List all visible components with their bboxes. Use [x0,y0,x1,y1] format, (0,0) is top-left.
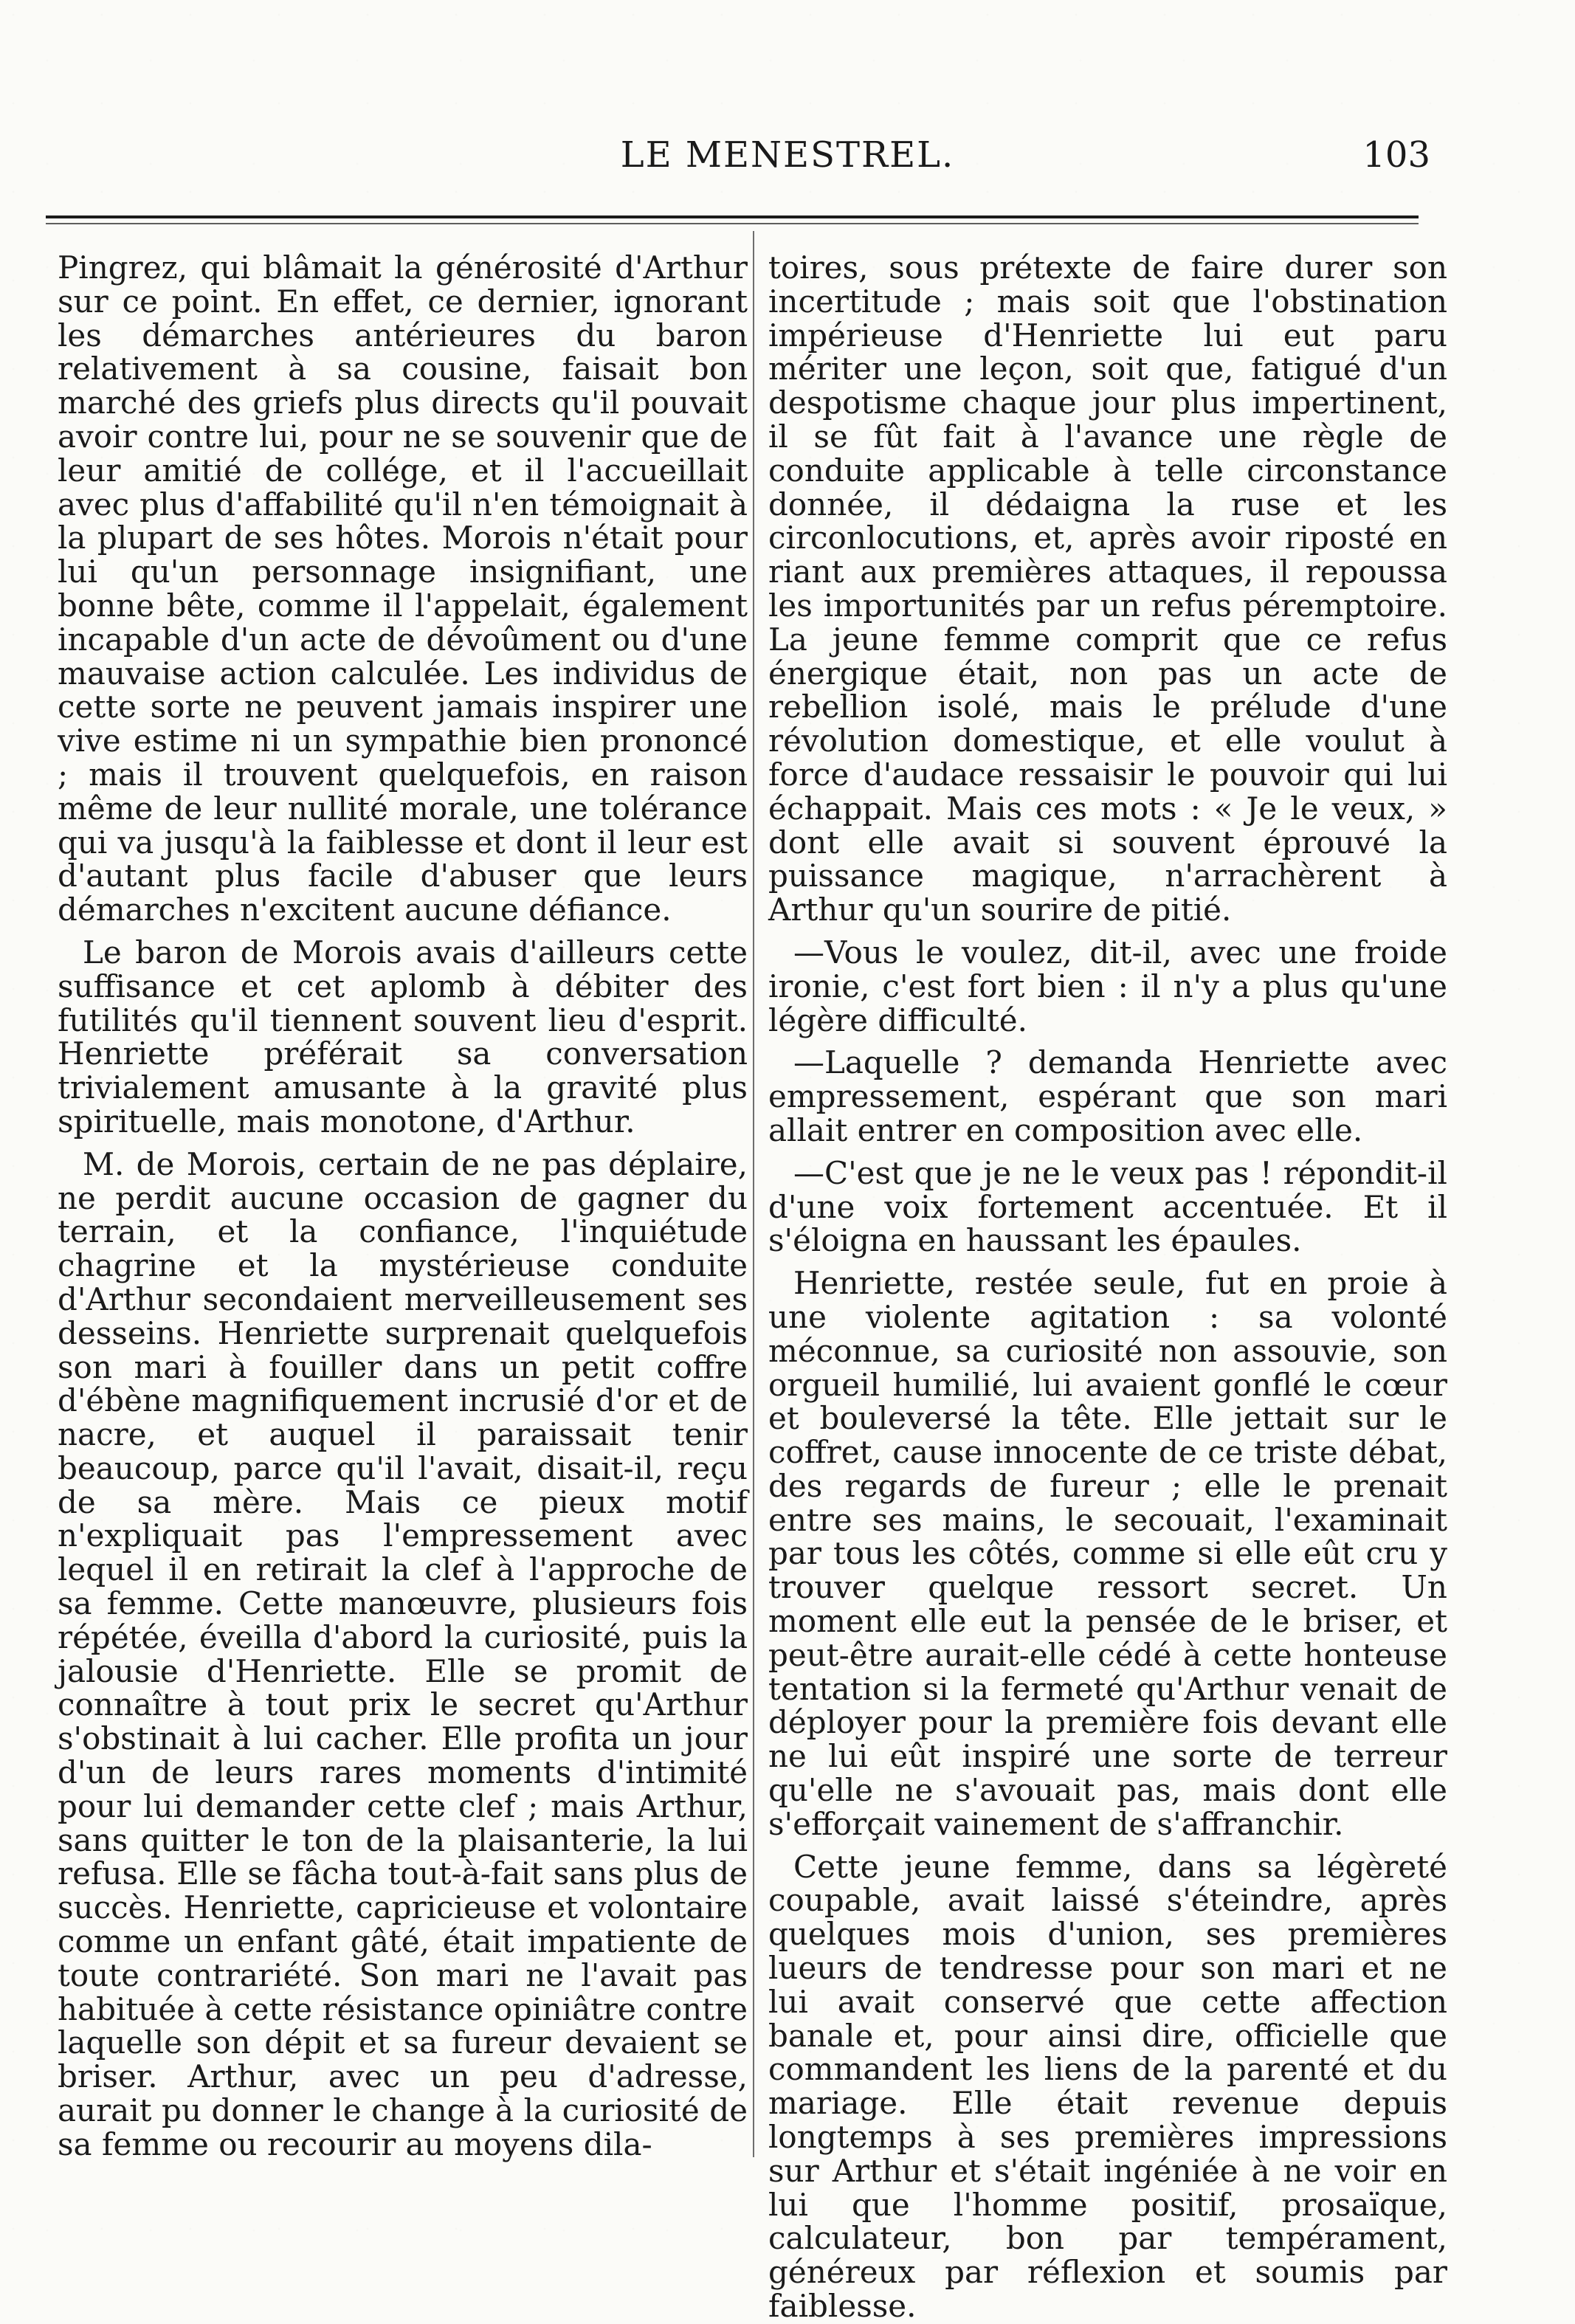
publication-title: LE MENESTREL. [620,134,955,176]
header-rule-thin [46,223,1419,224]
left-paragraph-1: Pingrez, qui blâmait la générosité d'Arthur sur ce point. En effet, ce dernier, ignorant les démarches antérieures du baron relativement à sa cousine, faisait bon marché des griefs plus directs qu'il pouvait avoir contre lui, pour ne se souvenir que de leur amitié de collége, et il l'accueillait avec plus d'affabilité qu'il n'en témoignait à la plupart de ses hôtes. Morois n'était pour lui qu'un personnage insignifiant, une bonne bête, comme il l'appelait, également incapable d'un acte de dévoûment ou d'une mauvaise action calculée. Les individus de cette sorte ne peuvent jamais inspirer une vive estime ni un sympathie bien prononcé ; mais il trouvent quelquefois, en raison même de leur nullité morale, une tolérance qui va jusqu'à la faiblesse et dont il leur est d'autant plus facile d'abuser que leurs démarches n'excitent aucune défiance. [58,249,748,928]
header-rule-thick [46,215,1419,218]
page-number: 103 [1362,134,1430,176]
right-paragraph-4: —C'est que je ne le veux pas ! répondit-il d'une voix fortement accentuée. Et il s'éloigna en haussant les épaules. [768,1154,1447,1259]
right-column [768,249,1447,2324]
right-paragraph-3: —Laquelle ? demanda Henriette avec empressement, espérant que son mari allait entrer en composition avec elle. [768,1044,1447,1148]
right-paragraph-6: Cette jeune femme, dans sa légèreté coupable, avait laissé s'éteindre, après quelques mois d'union, ses premières lueurs de tendresse pour son mari et ne lui avait conservé que cette affection banale et, pour ainsi dire, officielle que commandent les liens de la parenté et du mariage. Elle était revenue depuis longtemps à ses premières impressions sur Arthur et s'était ingéniée à ne voir en lui que l'homme positif, prosaïque, calculateur, bon par tempérament, généreux par réflexion et soumis par faiblesse. [768,1848,1447,2324]
left-paragraph-3: M. de Morois, certain de ne pas déplaire, ne perdit aucune occasion de gagner du terrain, et la confiance, l'inquiétude chagrine et la mystérieuse conduite d'Arthur secondaient merveilleusement ses desseins. Henriette surprenait quelquefois son mari à fouiller dans un petit coffre d'ébène magnifiquement incrusié d'or et de nacre, et auquel il paraissait tenir beaucoup, parce qu'il l'avait, disait-il, reçu de sa mère. Mais ce pieux motif n'expliquait pas l'empressement avec lequel il en retirait la clef à l'approche de sa femme. Cette manœuvre, plusieurs fois répétée, éveilla d'abord la curiosité, puis la jalousie d'Henriette. Elle se promit de connaître à tout prix le secret qu'Arthur s'obstinait à lui cacher. Elle profita un jour d'un de leurs rares moments d'intimité pour lui demander cette clef ; mais Arthur, sans quitter le ton de la plaisanterie, la lui refusa. Elle se fâcha tout-à-fait sans plus de succès. Henriette, capricieuse et volontaire comme un enfant gâté, était impatiente de toute contrariété. Son mari ne l'avait pas habituée à cette résistance opiniâtre contre laquelle son dépit et sa fureur devaient se briser. Arthur, avec un peu d'adresse, aurait pu donner le change à la curiosité de sa femme ou recourir au moyens dila- [58,1145,748,2162]
right-paragraph-2: —Vous le voulez, dit-il, avec une froide ironie, c'est fort bien : il n'y a plus qu'une légère difficulté. [768,934,1447,1038]
right-paragraph-1: toires, sous prétexte de faire durer son incertitude ; mais soit que l'obstination impérieuse d'Henriette lui eut paru mériter une leçon, soit que, fatigué d'un despotisme chaque jour plus impertinent, il se fût fait à l'avance une règle de conduite applicable à telle circonstance donnée, il dédaigna la ruse et les circonlocutions, et, après avoir riposté en riant aux premières attaques, il repoussa les importunités par un refus péremptoire. La jeune femme comprit que ce refus énergique était, non pas un acte de rebellion isolé, mais le prélude d'une révolution domestique, et elle voulut à force d'audace ressaisir le pouvoir qui lui échappait. Mais ces mots : « Je le veux, » dont elle avait si souvent éprouvé la puissance magique, n'arrachèrent à Arthur qu'un sourire de pitié. [768,249,1447,928]
left-paragraph-2: Le baron de Morois avais d'ailleurs cette suffisance et cet aplomb à débiter des futilités qu'il tiennent souvent lieu d'esprit. Henriette préférait sa conversation trivialement amusante à la gravité plus spirituelle, mais monotone, d'Arthur. [58,934,748,1139]
page-header [0,125,1575,185]
left-column [58,249,748,2162]
column-divider [753,231,754,2157]
right-paragraph-5: Henriette, restée seule, fut en proie à une violente agitation : sa volonté méconnue, sa curiosité non assouvie, son orgueil humilié, lui avaient gonflé le cœur et bouleversé la tête. Elle jettait sur le coffret, cause innocente de ce triste débat, des regards de fureur ; elle le prenait entre ses mains, le secouait, l'examinait par tous les côtés, comme si elle eût cru y trouver quelque ressort secret. Un moment elle eut la pensée de le briser, et peut-être aurait-elle cédé à cette honteuse tentation si la fermeté qu'Arthur venait de déployer pour la première fois devant elle ne lui eût inspiré une sorte de terreur qu'elle ne s'avouait pas, mais dont elle s'efforçait vainement de s'affranchir. [768,1265,1447,1842]
